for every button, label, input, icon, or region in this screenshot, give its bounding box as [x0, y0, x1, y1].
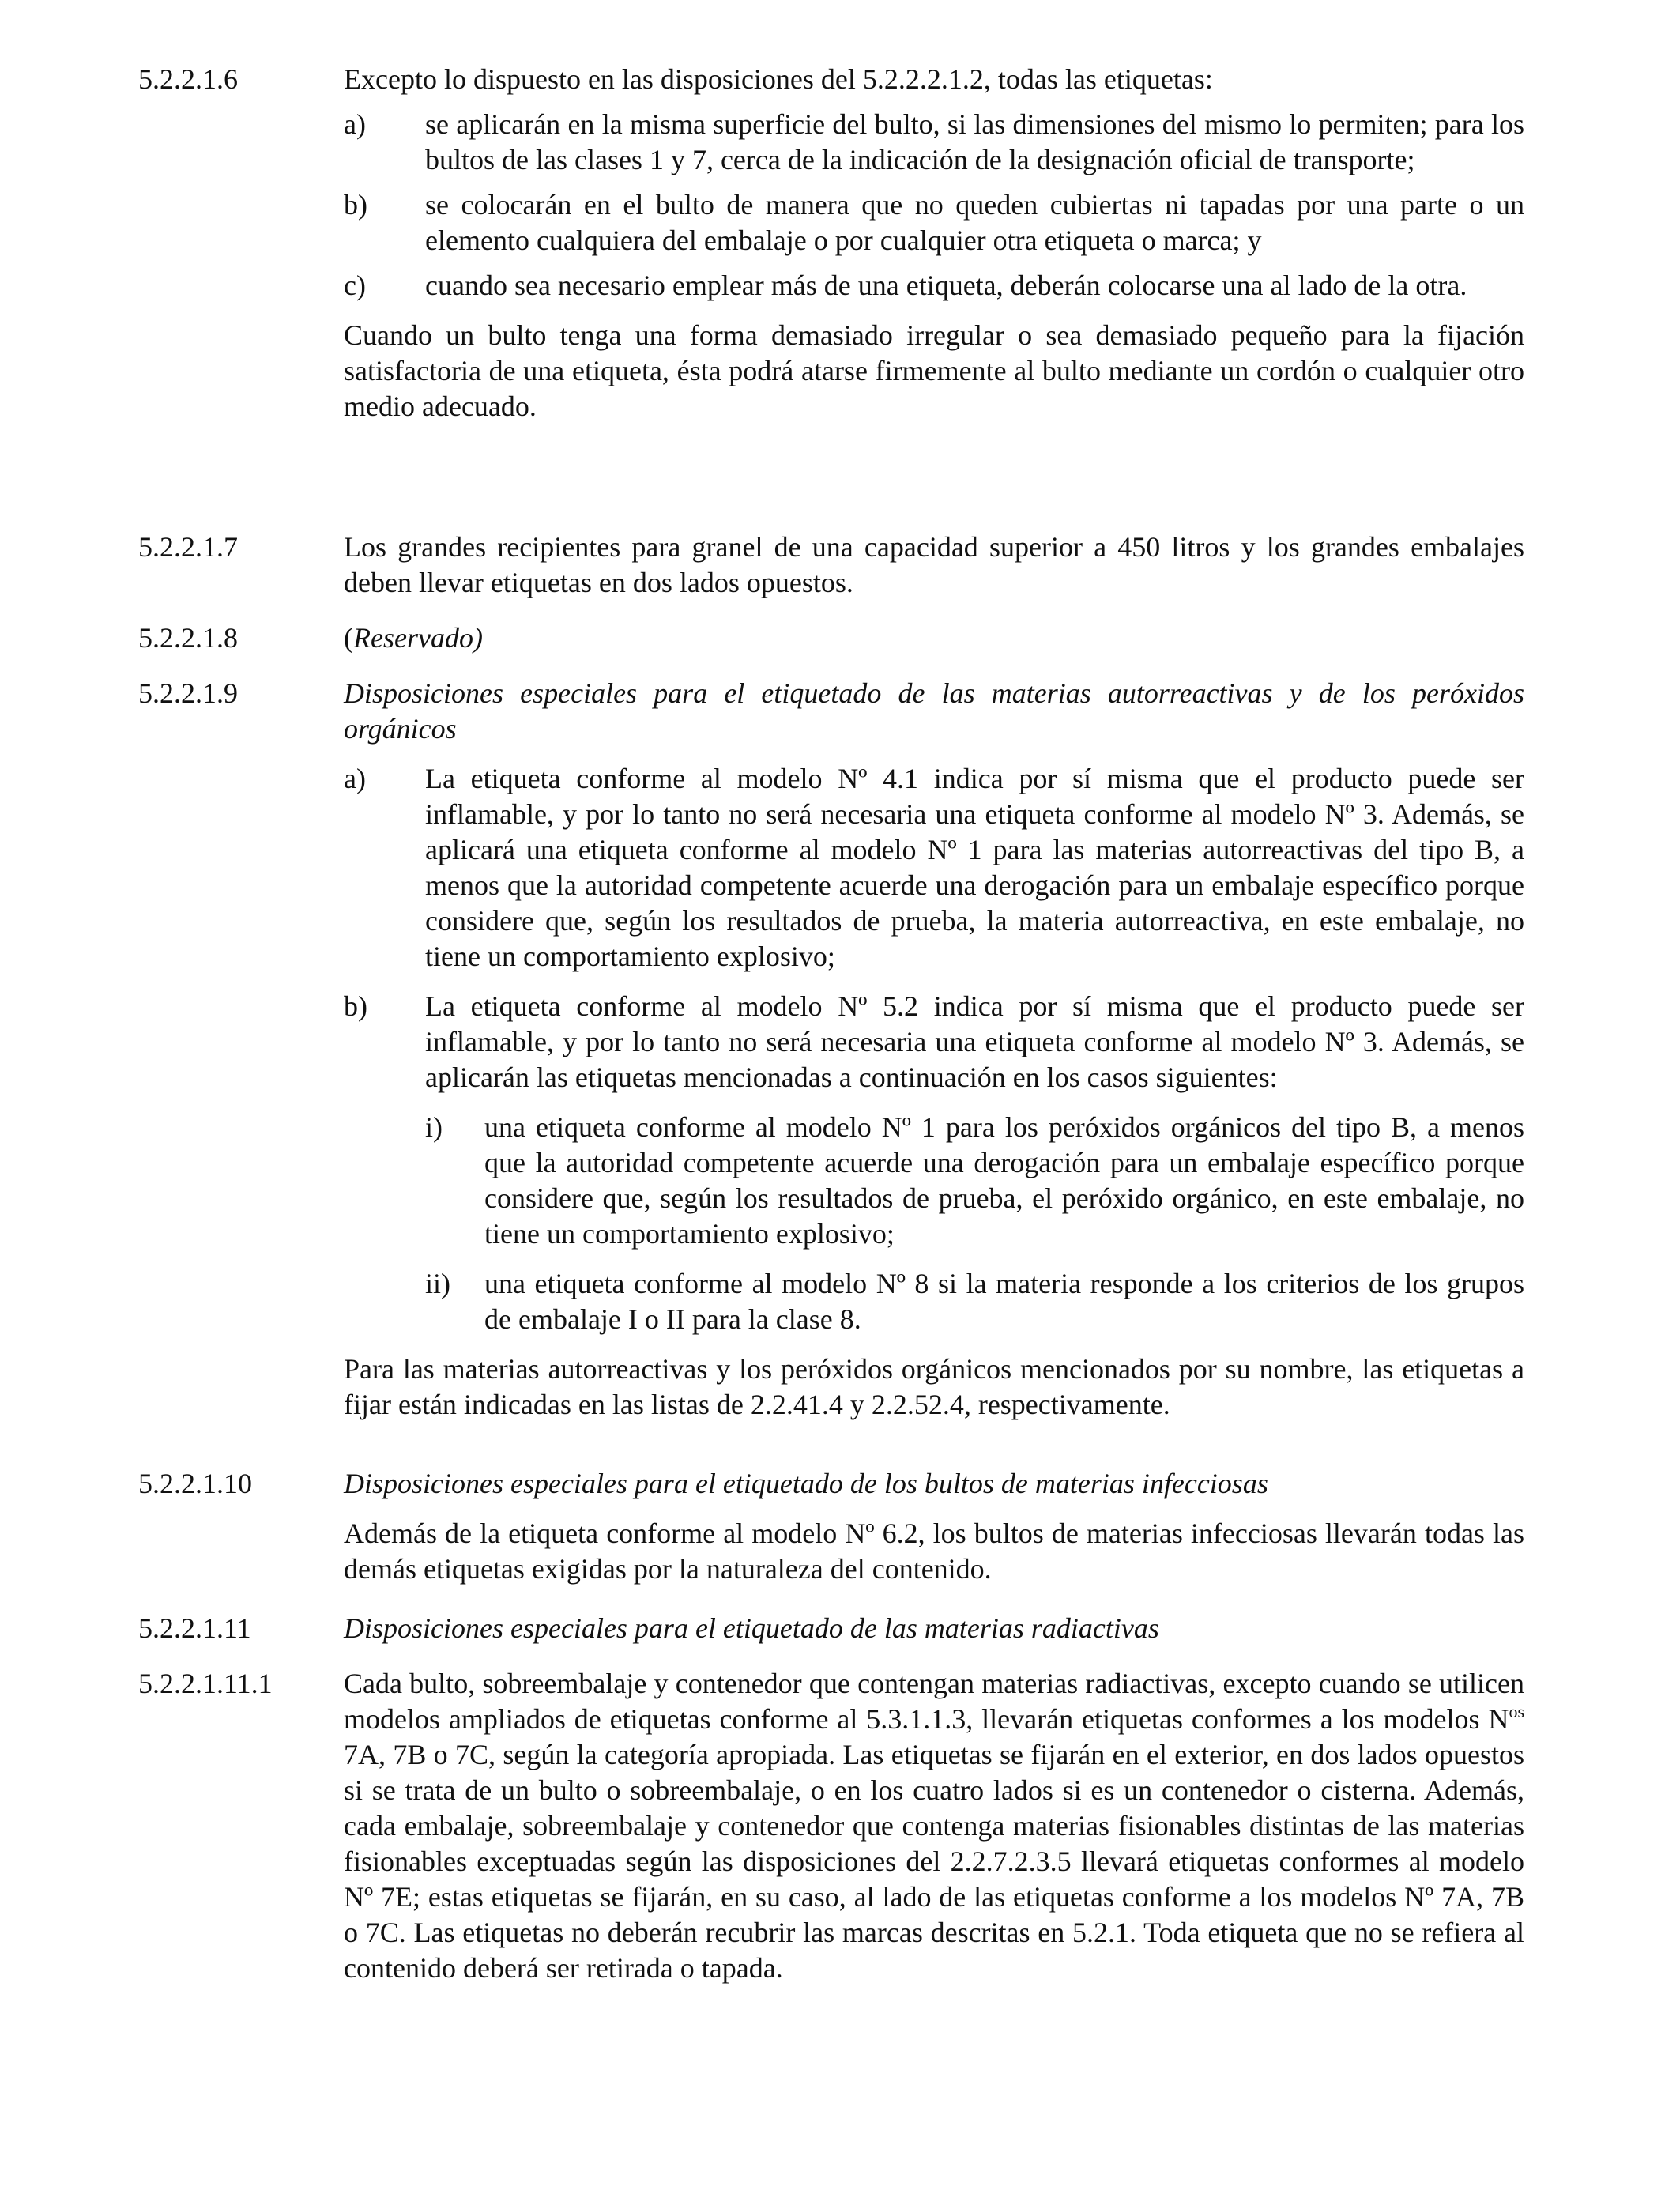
list-item-label: a) — [344, 108, 366, 140]
section-5-2-2-1-11 — [138, 1611, 1524, 1646]
text-part: Cada bulto, sobreembalaje y contenedor que contengan materias radiactivas, excepto cuando se utilicen modelos ampliados de etiquetas conforme al 5.3.1.1.3, llevarán etiquetas conformes a los modelos N — [344, 1668, 1524, 1735]
list-item — [344, 989, 1524, 1095]
sub-list-item — [425, 1266, 1524, 1337]
section-text: Los grandes recipientes para granel de una capacidad superior a 450 litros y los grandes embalajes deben llevar etiquetas en dos lados opuestos. — [344, 531, 1524, 598]
section-number: 5.2.2.1.11.1 — [138, 1668, 273, 1699]
section-number: 5.2.2.1.6 — [138, 63, 238, 95]
list-item-label: c) — [344, 270, 366, 301]
sub-list-item-text: una etiqueta conforme al modelo Nº 1 para los peróxidos orgánicos del tipo B, a menos que la autoridad competente acuerde una derogación para un embalaje específico porque considere que, según los resultados de prueba, el peróxido orgánico, en este embalaje, no tiene un comportamiento explosivo; — [484, 1111, 1524, 1250]
list-item — [344, 107, 1524, 178]
section-5-2-2-1-9 — [138, 676, 1524, 1423]
section-heading: Disposiciones especiales para el etiquetado de los bultos de materias infecciosas — [344, 1468, 1268, 1499]
paren-open: ( — [344, 622, 353, 654]
section-number: 5.2.2.1.10 — [138, 1468, 252, 1499]
list-item — [344, 187, 1524, 258]
list-item-label: b) — [344, 990, 367, 1022]
list-item — [344, 761, 1524, 974]
list-item-text: se colocarán en el bulto de manera que no queden cubiertas ni tapadas por una parte o un elemento cualquiera del embalaje o por cualquier otra etiqueta o marca; y — [425, 189, 1524, 256]
sub-list-item-label: i) — [425, 1111, 443, 1143]
list-item — [344, 268, 1524, 303]
section-5-2-2-1-8 — [138, 620, 1524, 656]
section-closing: Para las materias autorreactivas y los peróxidos orgánicos mencionados por su nombre, las etiquetas a fijar están indicadas en las listas de 2.2.41.4 y 2.2.52.4, respectivamente. — [344, 1353, 1524, 1420]
section-heading: Disposiciones especiales para el etiquetado de las materias autorreactivas y de los peróxidos orgánicos — [344, 677, 1524, 745]
list-item-label: b) — [344, 189, 367, 221]
section-text — [344, 1666, 1524, 1986]
section-intro: Excepto lo dispuesto en las disposiciones del 5.2.2.2.1.2, todas las etiquetas: — [344, 63, 1213, 95]
section-text: Además de la etiqueta conforme al modelo Nº 6.2, los bultos de materias infecciosas llevarán todas las demás etiquetas exigidas por la naturaleza del contenido. — [344, 1517, 1524, 1585]
sub-list-item-label: ii) — [425, 1268, 450, 1299]
list-item-text: cuando sea necesario emplear más de una etiqueta, deberán colocarse una al lado de la otra. — [425, 270, 1467, 301]
sub-list-item-text: una etiqueta conforme al modelo Nº 8 si la materia responde a los criterios de los grupos de embalaje I o II para la clase 8. — [484, 1268, 1524, 1335]
section-number: 5.2.2.1.9 — [138, 677, 238, 709]
section-number: 5.2.2.1.8 — [138, 622, 238, 654]
section-closing: Cuando un bulto tenga una forma demasiado irregular o sea demasiado pequeño para la fijación satisfactoria de una etiqueta, ésta podrá atarse firmemente al bulto mediante un cordón o cualquier otro medio adecuado. — [344, 319, 1524, 422]
superscript: os — [1509, 1702, 1524, 1721]
list-item-text: La etiqueta conforme al modelo Nº 5.2 indica por sí misma que el producto puede ser inflamable, y por lo tanto no será necesaria una etiqueta conforme al modelo Nº 3. Además, se aplicarán las etiquetas mencionadas a continuación en los casos siguientes: — [425, 990, 1524, 1093]
section-heading: Disposiciones especiales para el etiquetado de las materias radiactivas — [344, 1612, 1159, 1644]
text-part: 7A, 7B o 7C, según la categoría apropiada. Las etiquetas se fijarán en el exterior, en dos lados opuestos si se trata de un bulto o sobreembalaje, o en los cuatro lados si es un contenedor o cisterna. Además, cada embalaje, sobreembalaje y contenedor que contenga materias fisionables distintas de las materias fisionables exceptuadas según las disposiciones del 2.2.7.2.3.5 llevará etiquetas conformes al modelo Nº 7E; estas etiquetas se fijarán, en su caso, al lado de las etiquetas conforme a los modelos Nº 7A, 7B o 7C. Las etiquetas no deberán recubrir las marcas descritas en 5.2.1. Toda etiqueta que no se refiera al contenido deberá ser retirada o tapada. — [344, 1739, 1524, 1984]
section-5-2-2-1-6 — [138, 62, 1524, 424]
section-number: 5.2.2.1.11 — [138, 1612, 251, 1644]
section-text — [344, 620, 1524, 656]
list-item-label: a) — [344, 763, 366, 794]
sub-list-item — [425, 1110, 1524, 1252]
section-5-2-2-1-11-1 — [138, 1666, 1524, 1986]
reserved-label: Reservado) — [353, 622, 483, 654]
section-5-2-2-1-10 — [138, 1466, 1524, 1587]
list-item-text: La etiqueta conforme al modelo Nº 4.1 indica por sí misma que el producto puede ser inflamable, y por lo tanto no será necesaria una etiqueta conforme al modelo Nº 3. Además, se aplicará una etiqueta conforme al modelo Nº 1 para las materias autorreactivas del tipo B, a menos que la autoridad competente acuerde una derogación para un embalaje específico porque considere que, según los resultados de prueba, la materia autorreactiva, en este embalaje, no tiene un comportamiento explosivo; — [425, 763, 1524, 972]
list-item-text: se aplicarán en la misma superficie del bulto, si las dimensiones del mismo lo permiten; para los bultos de las clases 1 y 7, cerca de la indicación de la designación oficial de transporte; — [425, 108, 1524, 175]
section-number: 5.2.2.1.7 — [138, 531, 238, 563]
section-5-2-2-1-7 — [138, 530, 1524, 601]
